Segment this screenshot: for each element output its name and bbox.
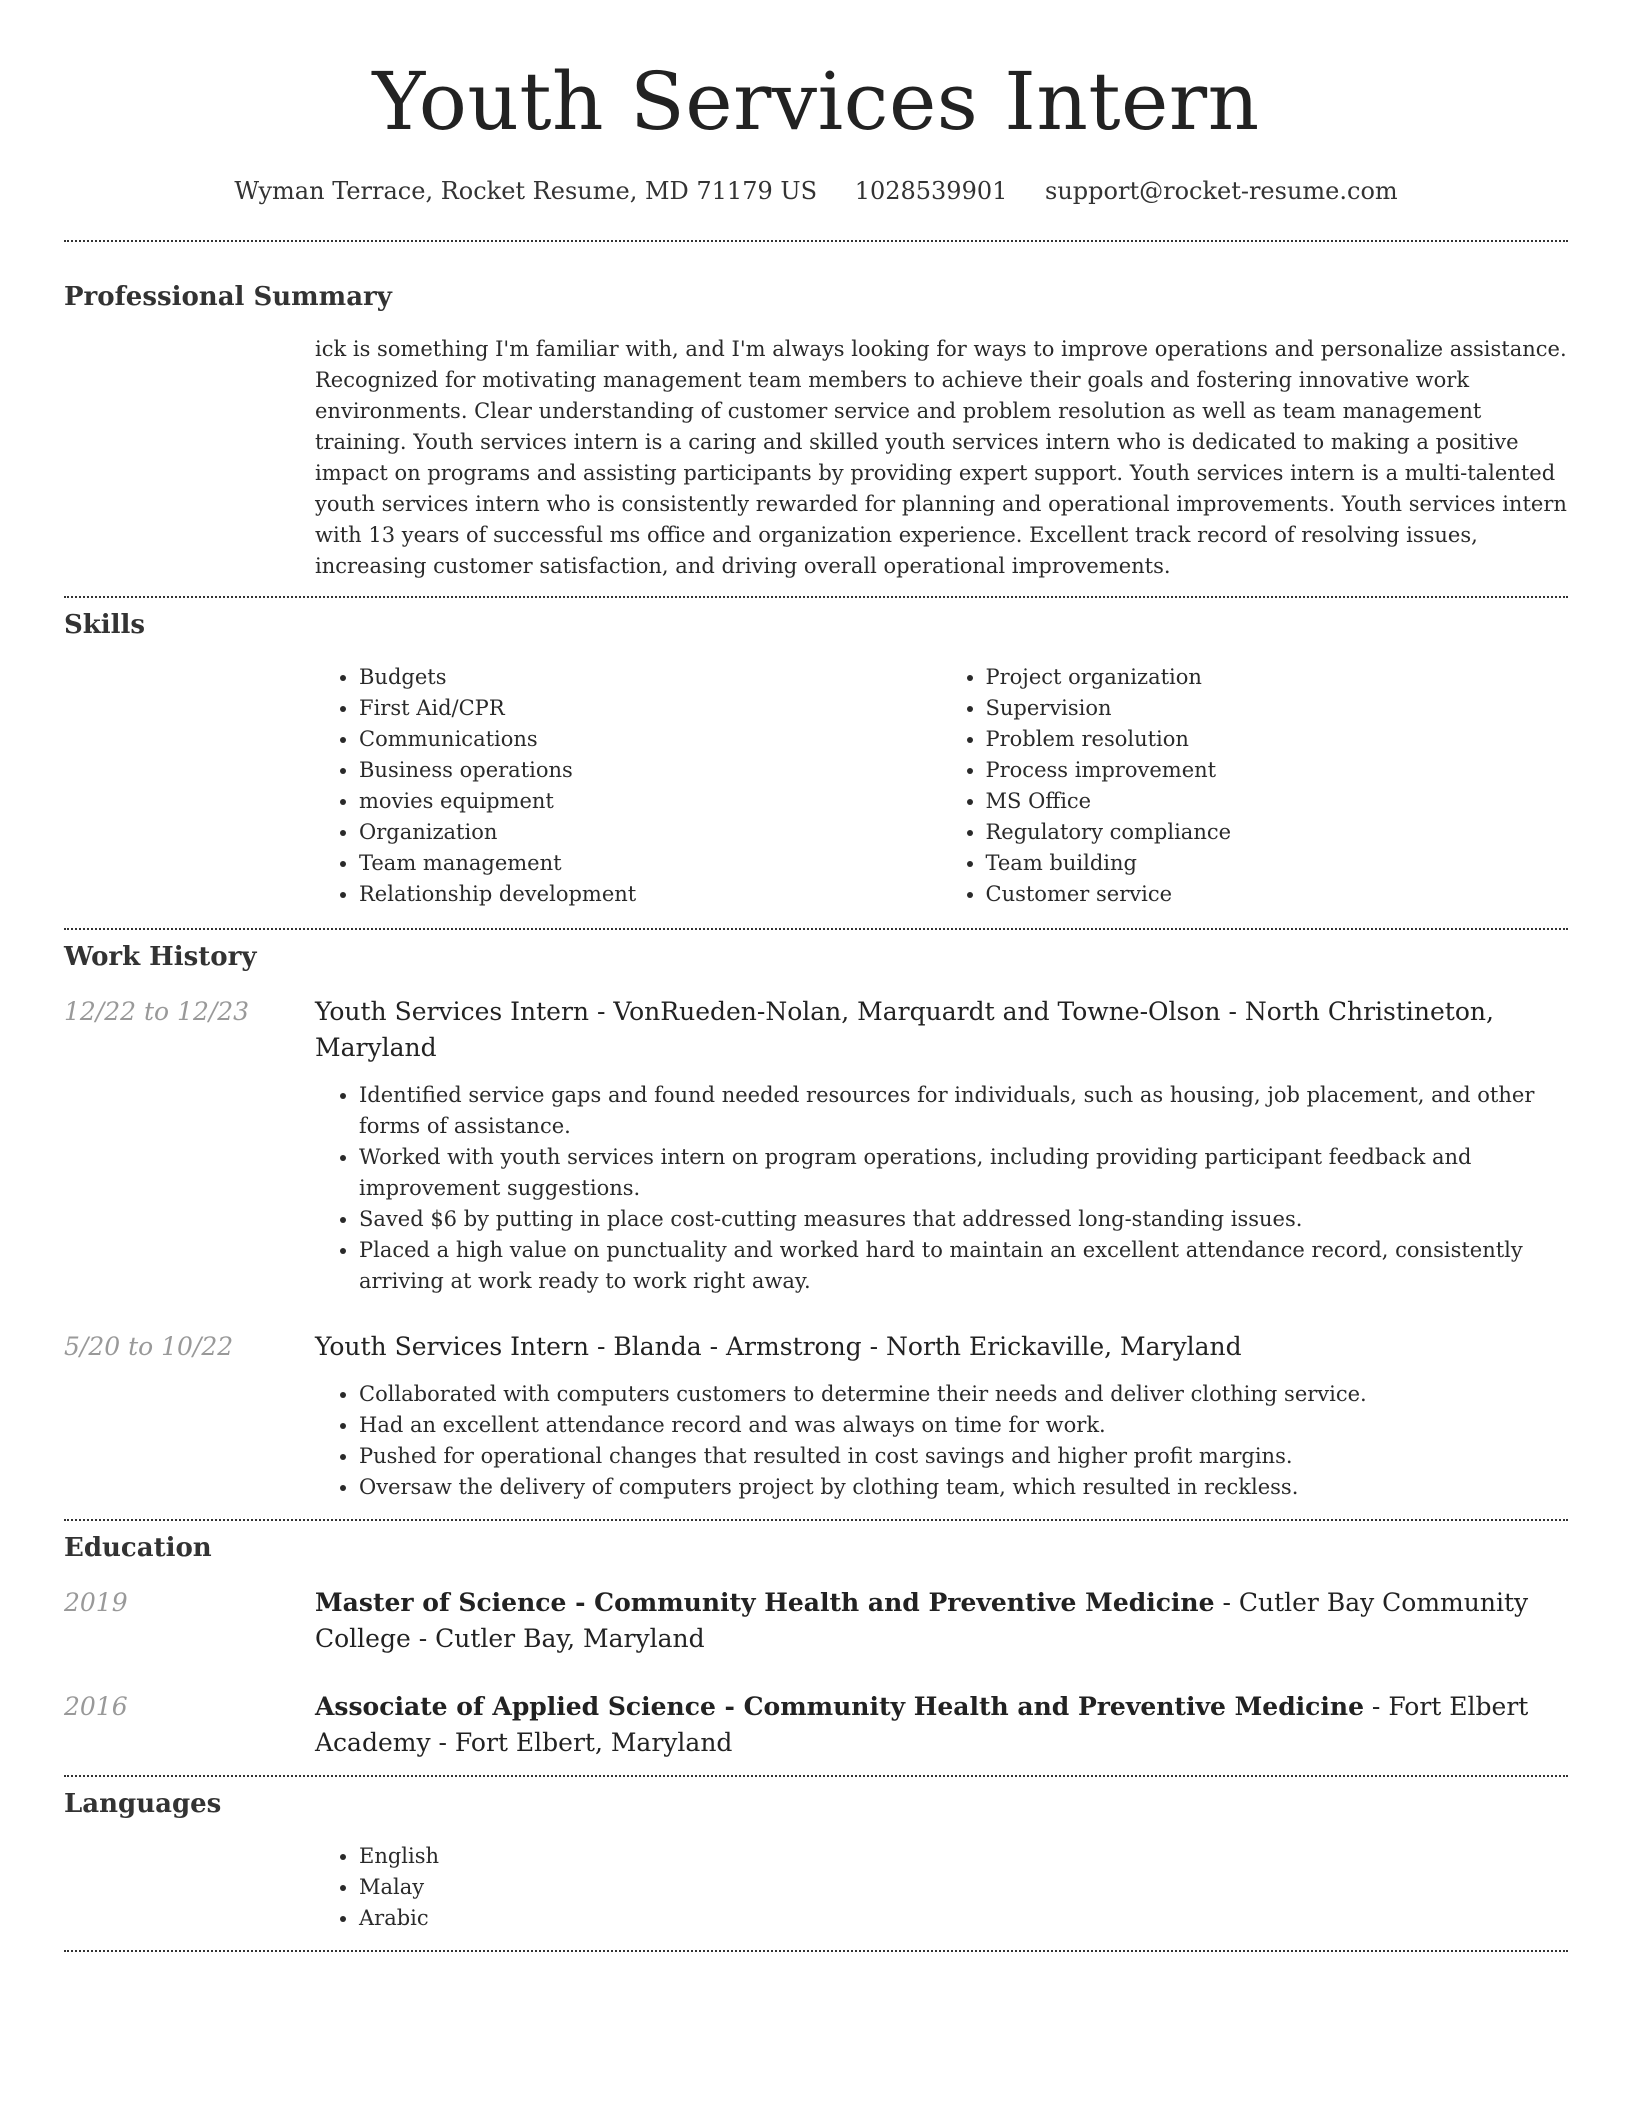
skill-item: • Customer service bbox=[986, 879, 1569, 910]
education-section bbox=[64, 1531, 1568, 1761]
education-year: 2019 bbox=[64, 1588, 128, 1617]
languages-heading: Languages bbox=[64, 1789, 222, 1819]
skills-column-right bbox=[942, 662, 1569, 910]
education-school: - Fort Elbert Academy - Fort Elbert, Maryland bbox=[315, 1692, 1529, 1757]
job-bullet: • Had an excellent attendance record and was always on time for work. bbox=[359, 1410, 1568, 1441]
languages-section bbox=[64, 1787, 1568, 1934]
divider bbox=[64, 1519, 1568, 1521]
skill-item: • Team building bbox=[986, 848, 1569, 879]
skill-item: • Project organization bbox=[986, 662, 1569, 693]
language-item: • Malay bbox=[359, 1872, 1568, 1903]
divider bbox=[64, 240, 1568, 242]
job-bullet: • Oversaw the delivery of computers project by clothing team, which resulted in reckless. bbox=[359, 1472, 1568, 1503]
skill-item: • Budgets bbox=[359, 662, 942, 693]
contact-line bbox=[64, 174, 1568, 208]
skills-column-left bbox=[315, 662, 942, 910]
resume-page bbox=[64, 0, 1568, 1952]
skill-item: • Process improvement bbox=[986, 755, 1569, 786]
skill-item: • Supervision bbox=[986, 693, 1569, 724]
languages-list bbox=[315, 1841, 1568, 1934]
summary-heading: Professional Summary bbox=[64, 282, 392, 312]
education-degree: Master of Science - Community Health and Preventive Medicine bbox=[315, 1588, 1215, 1617]
job-bullets bbox=[315, 1080, 1568, 1297]
skill-item: • Regulatory compliance bbox=[986, 817, 1569, 848]
education-details bbox=[315, 1585, 1568, 1657]
job-entry bbox=[64, 1329, 1568, 1503]
job-bullet: • Saved $6 by putting in place cost-cutting measures that addressed long-standing issues. bbox=[359, 1204, 1568, 1235]
divider bbox=[64, 596, 1568, 598]
candidate-name: Youth Services Intern bbox=[372, 55, 1260, 148]
education-entry bbox=[64, 1585, 1568, 1657]
job-title: Youth Services Intern bbox=[315, 997, 590, 1026]
job-dates: 12/22 to 12/23 bbox=[64, 997, 250, 1026]
skills-heading: Skills bbox=[64, 610, 146, 640]
skill-item: • Team management bbox=[359, 848, 942, 879]
work-section bbox=[64, 940, 1568, 1503]
job-bullets bbox=[315, 1379, 1568, 1503]
summary-section bbox=[64, 280, 1568, 582]
job-header bbox=[64, 1329, 1568, 1365]
skill-item: • movies equipment bbox=[359, 786, 942, 817]
education-entry bbox=[64, 1689, 1568, 1761]
education-year: 2016 bbox=[64, 1692, 128, 1721]
summary-text: ick is something I'm familiar with, and I'm always looking for ways to improve operations and personalize assistance. Recognized for motivating management team members to achieve their goals and fostering innovative work environments. Clear understanding of customer service and problem resolution as well as team management training. Youth services intern is a caring and skilled youth services intern who is dedicated to making a positive impact on programs and assisting participants by providing expert support. Youth services intern is a multi-talented youth services intern who is consistently rewarded for planning and operational improvements. Youth services intern with 13 years of successful ms office and organization experience. Excellent track record of resolving issues, increasing customer satisfaction, and driving overall operational improvements. bbox=[315, 337, 1567, 578]
job-title-line bbox=[315, 1329, 1568, 1365]
skill-item: • Communications bbox=[359, 724, 942, 755]
job-bullet: • Identified service gaps and found needed resources for individuals, such as housing, job placement, and other forms of assistance. bbox=[359, 1080, 1568, 1142]
skill-item: • Business operations bbox=[359, 755, 942, 786]
job-bullet: • Worked with youth services intern on program operations, including providing participant feedback and improvement suggestions. bbox=[359, 1142, 1568, 1204]
language-item: • Arabic bbox=[359, 1903, 1568, 1934]
skills-section bbox=[64, 608, 1568, 910]
job-header bbox=[64, 994, 1568, 1066]
skills-list bbox=[315, 662, 1568, 910]
job-employer: - Blanda - Armstrong - North Erickaville, Maryland bbox=[589, 1332, 1242, 1361]
education-heading: Education bbox=[64, 1533, 212, 1563]
contact-email: support@rocket-resume.com bbox=[1045, 177, 1398, 205]
skill-item: • Organization bbox=[359, 817, 942, 848]
summary-body bbox=[315, 334, 1568, 582]
job-entry bbox=[64, 994, 1568, 1297]
skill-item: • First Aid/CPR bbox=[359, 693, 942, 724]
job-bullet: • Placed a high value on punctuality and worked hard to maintain an excellent attendance record, consistently arriving at work ready to work right away. bbox=[359, 1235, 1568, 1297]
education-degree: Associate of Applied Science - Community Health and Preventive Medicine bbox=[315, 1692, 1364, 1721]
contact-address: Wyman Terrace, Rocket Resume, MD 71179 US bbox=[234, 177, 818, 205]
work-heading: Work History bbox=[64, 942, 257, 972]
skill-item: • Problem resolution bbox=[986, 724, 1569, 755]
language-item: • English bbox=[359, 1841, 1568, 1872]
divider bbox=[64, 1950, 1568, 1952]
job-title-line bbox=[315, 994, 1568, 1066]
divider bbox=[64, 1775, 1568, 1777]
job-dates: 5/20 to 10/22 bbox=[64, 1332, 234, 1361]
job-title: Youth Services Intern bbox=[315, 1332, 590, 1361]
divider bbox=[64, 928, 1568, 930]
education-details bbox=[315, 1689, 1568, 1761]
job-bullet: • Pushed for operational changes that resulted in cost savings and higher profit margins. bbox=[359, 1441, 1568, 1472]
skill-item: • MS Office bbox=[986, 786, 1569, 817]
contact-phone: 1028539901 bbox=[854, 177, 1008, 205]
education-school: - Cutler Bay Community College - Cutler Bay, Maryland bbox=[315, 1588, 1529, 1653]
job-bullet: • Collaborated with computers customers to determine their needs and deliver clothing service. bbox=[359, 1379, 1568, 1410]
skill-item: • Relationship development bbox=[359, 879, 942, 910]
job-employer: - VonRueden-Nolan, Marquardt and Towne-Olson - North Christineton, Maryland bbox=[315, 997, 1494, 1062]
